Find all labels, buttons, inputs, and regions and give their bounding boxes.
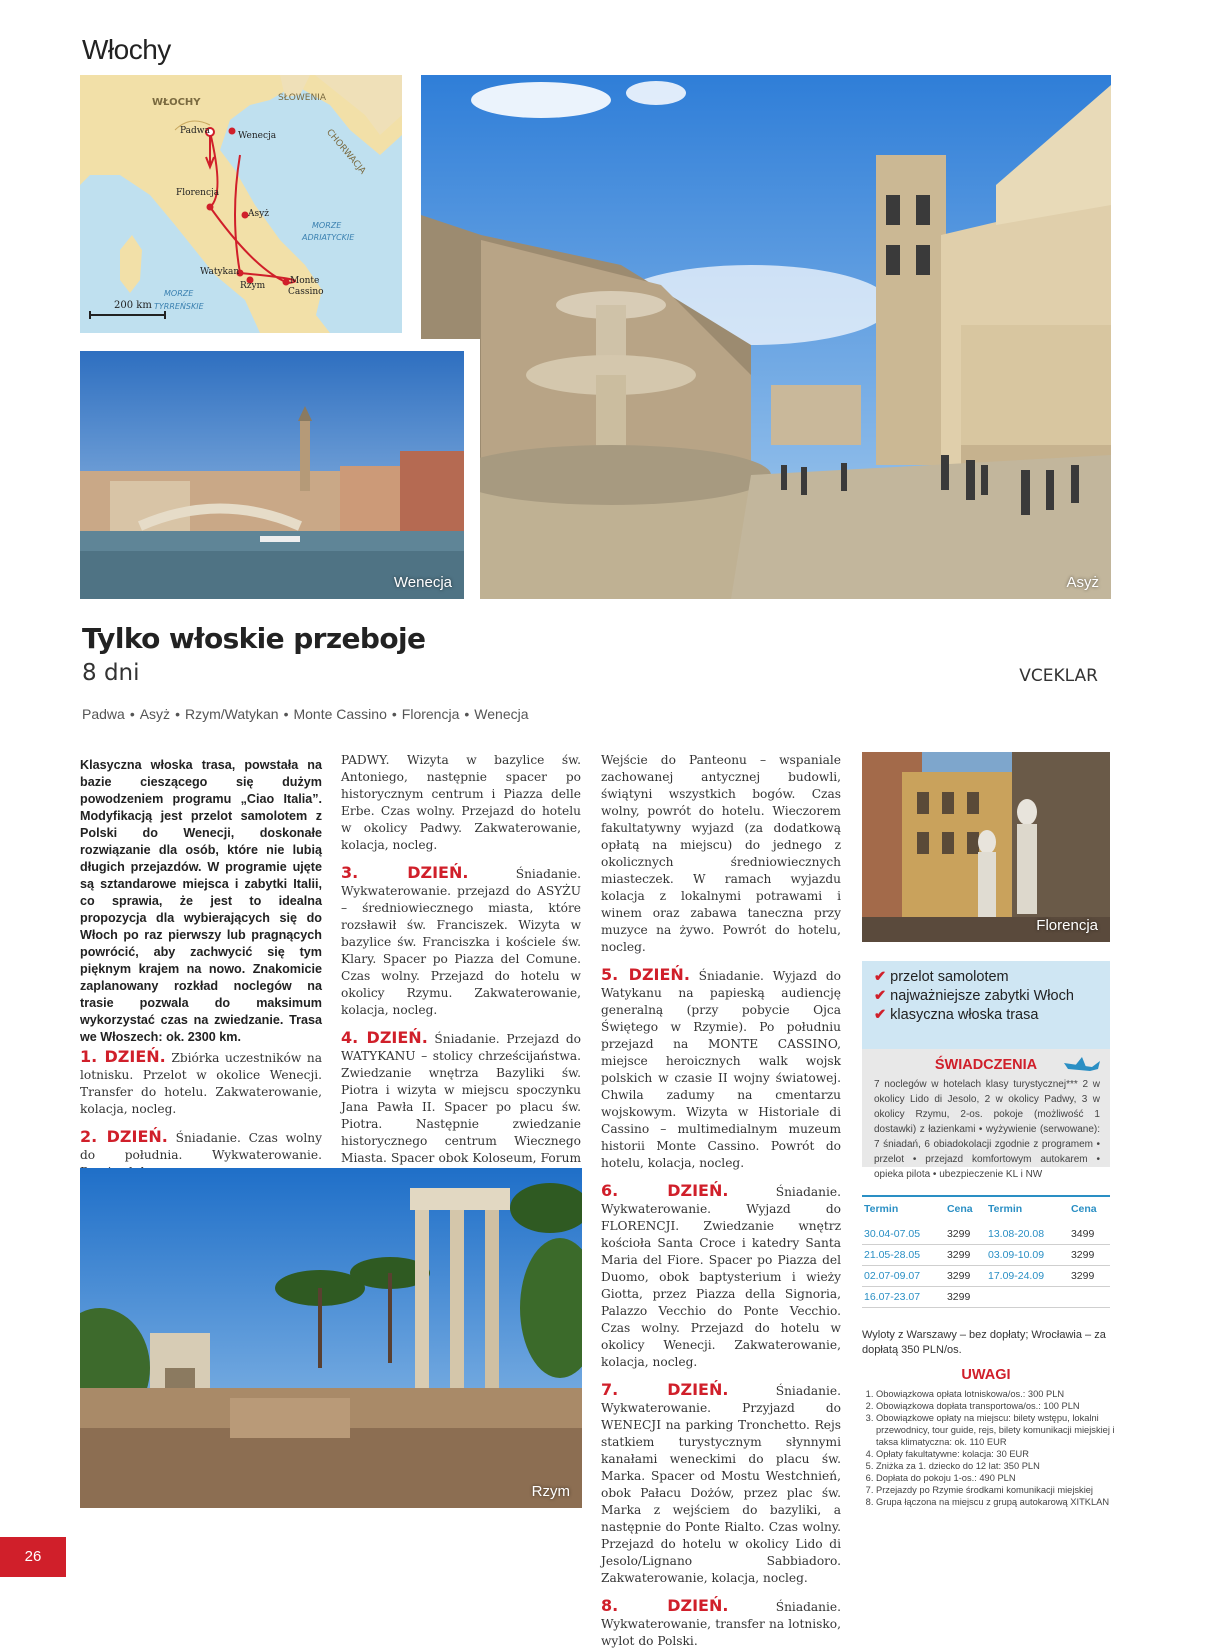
route-separator: • <box>129 706 135 722</box>
price-cell: 3299 <box>945 1245 986 1266</box>
day-text: Śniadanie. Czas wolny do południa. Wykwaterowanie. <box>80 1131 323 1162</box>
map-label-slovenia: SŁOWENIA <box>278 93 326 103</box>
price-cell: 3499 <box>1069 1224 1110 1245</box>
route-stop: Asyż <box>139 706 171 722</box>
photo-florence <box>862 752 1110 942</box>
note-item: 6. Dopłata do pokoju 1-os.: 490 PLN <box>876 1472 1124 1484</box>
highlights-box <box>862 961 1110 1049</box>
route-separator: • <box>283 706 289 722</box>
column-header-term: Termin <box>986 1196 1069 1224</box>
column-header-price: Cena <box>945 1196 986 1224</box>
route-separator: • <box>175 706 180 722</box>
term-cell <box>986 1287 1069 1308</box>
day-text: Śniadanie. Wykwaterowanie, transfer na lotnisko, wylot do Polski. <box>601 1600 841 1648</box>
route-map <box>80 75 402 333</box>
rome-illustration <box>80 1168 582 1508</box>
photo-caption-rome: Rzym <box>531 1483 570 1500</box>
itinerary-column-1 <box>80 1038 322 1181</box>
column-header-term: Termin <box>862 1196 945 1224</box>
florence-illustration <box>862 752 1110 942</box>
map-label-adriatic-2: ADRIATYCKIE <box>302 233 355 242</box>
term-cell: 17.09-24.09 <box>986 1266 1069 1287</box>
airplane-icon <box>1062 1055 1102 1075</box>
day-text: Zbiórka uczestników na lotnisku. Przelot w okolice Wenecji. Transfer do hotelu. Zakwaterowanie, kolacja, nocleg. <box>80 1051 323 1116</box>
day-heading: 4. DZIEŃ. <box>341 1028 428 1047</box>
price-cell <box>1069 1287 1110 1308</box>
photo-assisi <box>421 75 1111 599</box>
day-text: Śniadanie. Przejazd do WATYKANU – stolicy chrześcijaństwa. Zwiedzanie wnętrza Bazyliki św. Piotra i wizyta w miejscu spoczynku Jana Pawła II. Spacer po placu św. Piotra. Następnie zwiedzanie historycznego centrum Wiecznego Miasta. Spacer obok Koloseum, Forum <box>341 1032 582 1165</box>
highlight-text: przelot samolotem <box>890 969 1009 985</box>
table-row <box>862 1224 1110 1245</box>
day-heading: 5. DZIEŃ. <box>601 965 690 984</box>
itinerary-day-4-continued: Wejście do Panteonu – wspaniale zachowanej antycznej budowli, świątyni wszystkich bogów. Czas wolny, powrót do hotelu. Wieczorem fakultatywny wyjazd (za dodatkową opłatą na miejscu) do jednego z okolicznych średniowiecznych miasteczek. W ramach wyjazdu kolacja z lokalnymi potrawami i winem oraz zabawa taneczna przy muzyce na żywo. Powrót do hotelu, nocleg. <box>601 753 841 954</box>
map-label-tyrrhenian-2: TYRREŃSKIE <box>154 302 204 311</box>
tour-duration: 8 dni <box>82 660 140 686</box>
photo-caption-assisi: Asyż <box>1066 574 1099 591</box>
check-icon: ✔ <box>874 988 887 1004</box>
assisi-illustration <box>421 75 1111 599</box>
day-heading: 8. DZIEŃ. <box>601 1596 729 1615</box>
services-text: 7 noclegów w hotelach klasy turystycznej*** 2 w okolicy Lido di Jesolo, 2 w okolicy Padwy, 3 w okolicy Rzymu, 2-os. pokoje (możliwość 1 dostawki) z łazienkami • wyżywienie (serwowane): 7 śniadań, 6 obiadokolacji zgodnie z programem • przelot • przejazd komfortowym autokarem • opieka pilota • ubezpieczenie KL i NW <box>874 1079 1100 1180</box>
map-label-croatia: CHORWACJA <box>324 127 368 177</box>
route-stop: Rzym/Watykan <box>184 706 279 722</box>
itinerary-day-8 <box>601 1597 841 1650</box>
route-separator: • <box>391 706 397 722</box>
table-row <box>862 1266 1110 1287</box>
map-label-adriatic-1: MORZE <box>312 221 342 230</box>
map-city-monte: Monte <box>290 276 320 286</box>
price-cell: 3299 <box>1069 1245 1110 1266</box>
highlight-text: klasyczna włoska trasa <box>890 1007 1039 1023</box>
price-table <box>862 1195 1110 1308</box>
map-city-padwa: Padwa <box>180 126 210 136</box>
table-row <box>862 1245 1110 1266</box>
note-item: 2. Obowiązkowa dopłata transportowa/os.: 100 PLN <box>876 1400 1124 1412</box>
map-scale-label: 200 km <box>114 300 152 311</box>
itinerary-day-1 <box>80 1048 322 1118</box>
note-item: 7. Przejazdy po Rzymie środkami komunikacji miejskiej <box>876 1484 1124 1496</box>
venice-illustration <box>80 351 464 599</box>
map-city-asyz: Asyż <box>248 209 269 219</box>
note-item: 1. Obowiązkowa opłata lotniskowa/os.: 300 PLN <box>876 1388 1124 1400</box>
highlight-item <box>874 1006 1110 1025</box>
check-icon: ✔ <box>874 969 887 985</box>
day-heading: 3. DZIEŃ. <box>341 863 469 882</box>
route-separator: • <box>464 706 470 722</box>
map-city-cassino: Cassino <box>288 287 324 297</box>
itinerary-day-6 <box>601 1182 841 1371</box>
route-stop: Florencja <box>401 706 460 722</box>
map-graphic <box>80 75 402 333</box>
price-table-header <box>862 1196 1110 1224</box>
photo-venice <box>80 339 480 599</box>
term-cell: 02.07-09.07 <box>862 1266 945 1287</box>
photo-caption-venice: Wenecja <box>393 574 452 591</box>
table-row <box>862 1287 1110 1308</box>
photo-caption-florence: Florencja <box>1036 917 1098 934</box>
note-item: 4. Opłaty fakultatywne: kolacja: 30 EUR <box>876 1448 1124 1460</box>
route-stop: Wenecja <box>474 706 529 722</box>
day-text: Śniadanie. Wykwaterowanie. Przyjazd do WENECJI na parking Tronchetto. Rejs statkiem turystycznym słynnymi kanałami weneckimi do placu św. Marka. Spacer od Mostu Westchnień, obok Pałacu Dożów, przez plac św. Marka z wejściem do bazyliki, a następnie do Ponte Rialto. Czas wolny. Przejazd do hotelu w okolicy Lido di Jesolo/Lignano Sabbiadoro. Zakwaterowanie, kolacja, nocleg. <box>601 1384 841 1585</box>
map-city-watykan: Watykan <box>200 267 240 277</box>
day-heading: 6. DZIEŃ. <box>601 1181 729 1200</box>
itinerary-day-7 <box>601 1381 841 1587</box>
page-number: 26 <box>0 1537 66 1577</box>
country-heading: Włochy <box>82 34 171 65</box>
tour-operator-code: VCEKLAR <box>1019 666 1098 686</box>
check-icon: ✔ <box>874 1007 887 1023</box>
day-heading: 1. DZIEŃ. <box>80 1047 166 1066</box>
notes-list <box>862 1388 1124 1508</box>
flights-note: Wyloty z Warszawy – bez dopłaty; Wrocławia – za dopłatą 350 PLN/os. <box>862 1329 1106 1356</box>
price-cell: 3299 <box>945 1266 986 1287</box>
map-city-wenecja: Wenecja <box>238 131 277 141</box>
map-city-florencja: Florencja <box>176 188 220 198</box>
day-text: Śniadanie. Wykwaterowanie. przejazd do ASYŻU – średniowiecznego miasta, które rozsławił św. Franciszek. Wizyta w bazylice św. Franciszka i kościele św. Klary. Spacer po Piazza del Comune. Czas wolny. Przejazd do hotelu w okolicy Rzymu. Zakwaterowanie, kolacja, nocleg. <box>341 867 581 1017</box>
highlight-text: najważniejsze zabytki Włoch <box>890 988 1074 1004</box>
tour-route <box>82 706 529 722</box>
itinerary-day-3 <box>341 864 581 1019</box>
map-label-italy: WŁOCHY <box>152 97 201 108</box>
map-label-tyrrhenian-1: MORZE <box>164 289 194 298</box>
services-title: ŚWIADCZENIA <box>934 1057 1038 1073</box>
day-heading: 7. DZIEŃ. <box>601 1380 729 1399</box>
term-cell: 03.09-10.09 <box>986 1245 1069 1266</box>
route-stop: Monte Cassino <box>293 706 387 722</box>
day-text: Śniadanie. Wyjazd do Watykanu na papieską audiencję generalną (przy pobycie Ojca Świętego w Rzymie). Po południu przejazd na MONTE CASSINO, miejsce heroicznych walk wojsk polskich w czasie II wojny światowej. Chwila zadumy na cmentarzu wojskowym. Wizyta w Historiale di Cassino – multimedialnym muzeum historii Monte Cassino. Powrót do hotelu, kolacja, nocleg. <box>601 969 842 1170</box>
services-box <box>862 1049 1110 1180</box>
term-cell: 16.07-23.07 <box>862 1287 945 1308</box>
photo-rome <box>80 1168 582 1508</box>
column-header-price: Cena <box>1069 1196 1110 1224</box>
price-cell: 3299 <box>945 1287 986 1308</box>
term-cell: 21.05-28.05 <box>862 1245 945 1266</box>
note-item: 5. Zniżka za 1. dziecko do 12 lat: 350 PLN <box>876 1460 1124 1472</box>
tour-intro: Klasyczna włoska trasa, powstała na bazie cieszącego się dużym powodzeniem programu „Ciao Italia”. Modyfikacją jest przelot samolotem z Polski do Wenecji, doskonałe rozwiązanie dla osób, które nie lubią długich przejazdów. W programie ujęte są sztandarowe miejsca i zabytki Italii, co sprawia, że jest to idealna propozycja dla wybierających się do Włoch po raz pierwszy lub pragnących powrócić, aby zachwycić się tym pięknym krajem na nowo. Znakomicie zaplanowany rozkład noclegów na trasie pozwala do maksimum wykorzystać czas na zwiedzanie. Trasa we Włoszech: ok. 2300 km. <box>80 758 322 1044</box>
term-cell: 30.04-07.05 <box>862 1224 945 1245</box>
term-cell: 13.08-20.08 <box>986 1224 1069 1245</box>
tour-title: Tylko włoskie przeboje <box>82 622 426 655</box>
day-heading: 2. DZIEŃ. <box>80 1127 168 1146</box>
note-item: 8. Grupa łączona na miejscu z grupą autokarową XITKLAN <box>876 1496 1124 1508</box>
highlight-item <box>874 987 1110 1006</box>
price-cell: 3299 <box>1069 1266 1110 1287</box>
itinerary-column-2 <box>341 752 581 1218</box>
highlight-item <box>874 968 1110 987</box>
price-cell: 3299 <box>945 1224 986 1245</box>
itinerary-column-3 <box>601 752 841 1650</box>
map-city-rzym: Rzym <box>240 281 266 291</box>
day-text: Śniadanie. Wykwaterowanie. Wyjazd do FLORENCJI. Zwiedzanie wnętrz kościoła Santa Croce i katedry Santa Maria del Fiore. Spacer po Piazza del Duomo, obok baptysterium i wieży Giotta, przez Piazza della Signoria, Palazzo Vecchio do Ponte Vecchio. Czas wolny. Przejazd do hotelu w okolicy Wenecji. Zakwaterowanie, kolacja, nocleg. <box>601 1185 841 1369</box>
itinerary-day-2-continued: PADWY. Wizyta w bazylice św. Antoniego, następnie spacer po historycznym centrum i Piazza delle Erbe. Czas wolny. Przejazd do hotelu w okolicy Padwy. Zakwaterowanie, kolacja, nocleg. <box>341 753 581 852</box>
notes-title: UWAGI <box>961 1367 1011 1383</box>
note-item: 3. Obowiązkowe opłaty na miejscu: bilety wstępu, lokalni przewodnicy, tour guide, rejs, bilety komunikacji miejskiej i taksa klimatyczna: ok. 110 EUR <box>876 1412 1124 1448</box>
itinerary-day-5 <box>601 966 841 1172</box>
route-stop: Padwa <box>82 706 125 722</box>
